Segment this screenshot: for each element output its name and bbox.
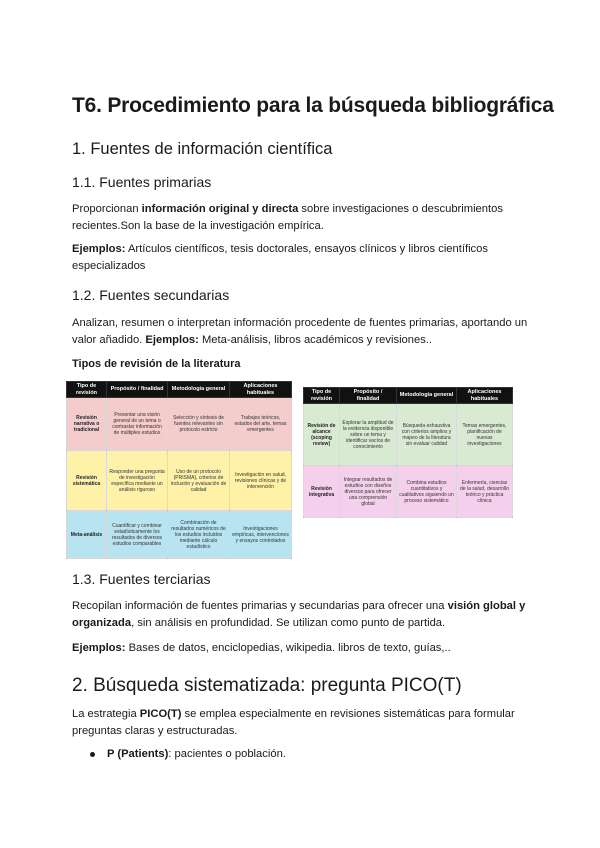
table-cell: Investigación en salud, revisiones clínicas y de intervención <box>230 451 292 511</box>
bullet-label: P (Patients) <box>107 748 169 760</box>
bullet-text: : pacientes o población. <box>168 748 286 760</box>
section-1-3-heading: 1.3. Fuentes terciarias <box>72 571 211 587</box>
table-row <box>67 511 292 559</box>
examples-text: Meta-análisis, libros académicos y revisiones.. <box>198 334 433 346</box>
text-run: sobre investigaciones o descubrimientos recientes.Son la base de la investigación empírica. <box>72 203 503 232</box>
table-cell: Revisión narrativa o tradicional <box>67 398 107 451</box>
review-types-table-right <box>303 387 513 518</box>
section-1-heading: 1. Fuentes de información científica <box>72 140 333 158</box>
table-cell: Combinación de resultados numéricos de los estudios incluidos mediante cálculo estadístico <box>168 511 230 559</box>
examples-text: Bases de datos, enciclopedias, wikipedia. libros de texto, guías,.. <box>125 642 451 654</box>
column-header: Metodología general <box>397 388 457 404</box>
table-cell: Búsqueda exhaustiva con criterios amplios y mapeo de la literatura sin evaluar calidad <box>397 404 457 466</box>
table-header-row <box>67 382 292 398</box>
text-run: Proporcionan <box>72 203 142 215</box>
bold-text-run: información original y directa <box>141 203 299 215</box>
table-cell: Revisión de alcance (scoping review) <box>304 404 340 466</box>
table-row <box>304 404 513 466</box>
text-run: La estrategia <box>72 708 140 720</box>
list-item <box>90 746 286 763</box>
column-header: Propósito / finalidad <box>340 388 397 404</box>
table-cell: Uso de un protocolo (PRISMA), criterios de inclusión y evaluación de calidad <box>168 451 230 511</box>
table-cell: Revisión integrativa <box>304 466 340 518</box>
review-types-table-left <box>66 381 292 559</box>
table-caption: Tipos de revisión de la literatura <box>72 358 241 370</box>
examples-label: Ejemplos: <box>72 243 126 255</box>
column-header: Tipo de revisión <box>304 388 340 404</box>
table-row <box>67 451 292 511</box>
column-header: Aplicaciones habituales <box>230 382 292 398</box>
column-header: Propósito / finalidad <box>107 382 168 398</box>
examples-text: Artículos científicos, tesis doctorales, ensayos clínicos y libros científicos especializados <box>72 243 488 272</box>
secundarias-paragraph <box>72 315 542 349</box>
table-cell: Cuantificar y combinar estadísticamente los resultados de diversos estudios comparables <box>107 511 168 559</box>
section-2-heading: 2. Búsqueda sistematizada: pregunta PICO(T) <box>72 675 462 696</box>
bold-text-run: PICO(T) <box>139 708 182 720</box>
table-cell: Presentar una visión general de un tema o contrastar información de múltiples estudios <box>107 398 168 451</box>
primarias-examples <box>72 241 542 275</box>
bullet-icon <box>90 752 95 757</box>
column-header: Tipo de revisión <box>67 382 107 398</box>
table-cell: Investigaciones empíricas, intervenciones y ensayos controlados <box>230 511 292 559</box>
examples-label: Ejemplos: <box>72 642 126 654</box>
bold-text-run: visión global y organizada <box>72 600 526 629</box>
pico-paragraph <box>72 706 542 740</box>
text-run: se emplea especialmente en revisiones sistemáticas para formular preguntas claras y estructuradas. <box>72 708 515 737</box>
primarias-paragraph <box>72 201 542 235</box>
table-cell: Selección y síntesis de fuentes relevantes sin protocolo estricto <box>168 398 230 451</box>
section-1-1-heading: 1.1. Fuentes primarias <box>72 174 212 190</box>
examples-label: Ejemplos: <box>145 334 199 346</box>
page-title: T6. Procedimiento para la búsqueda bibliográfica <box>72 94 554 117</box>
table-cell: Meta-análisis <box>67 511 107 559</box>
text-run: , sin análisis en profundidad. Se utilizan como punto de partida. <box>131 617 446 629</box>
table-row <box>304 466 513 518</box>
column-header: Metodología general <box>168 382 230 398</box>
pico-list <box>90 746 286 763</box>
terciarias-examples <box>72 640 542 657</box>
terciarias-paragraph <box>72 598 542 632</box>
table-cell: Trabajos teóricos, estados del arte, temas emergentes <box>230 398 292 451</box>
table-cell: Explorar la amplitud de la evidencia disponible sobre un tema y identificar vacíos de conocimiento <box>340 404 397 466</box>
table-cell: Combina estudios cuantitativos y cualitativos siguiendo un proceso sistemático <box>397 466 457 518</box>
text-run: Analizan, resumen o interpretan información procedente de fuentes primarias, aportando un valor añadido. <box>72 317 528 346</box>
table-cell: Integrar resultados de estudios con diseños diversos para ofrecer una comprensión global <box>340 466 397 518</box>
table-cell: Temas emergentes, planificación de nuevas investigaciones <box>457 404 513 466</box>
table-header-row <box>304 388 513 404</box>
column-header: Aplicaciones habituales <box>457 388 513 404</box>
table-row <box>67 398 292 451</box>
section-1-2-heading: 1.2. Fuentes secundarias <box>72 287 230 303</box>
text-run: Recopilan información de fuentes primarias y secundarias para ofrecer una <box>72 600 448 612</box>
table-cell: Responder una pregunta de investigación específica mediante un análisis riguroso <box>107 451 168 511</box>
table-cell: Enfermería, ciencias de la salud, desarrollo teórico y práctica clínica <box>457 466 513 518</box>
table-cell: Revisión sistemática <box>67 451 107 511</box>
